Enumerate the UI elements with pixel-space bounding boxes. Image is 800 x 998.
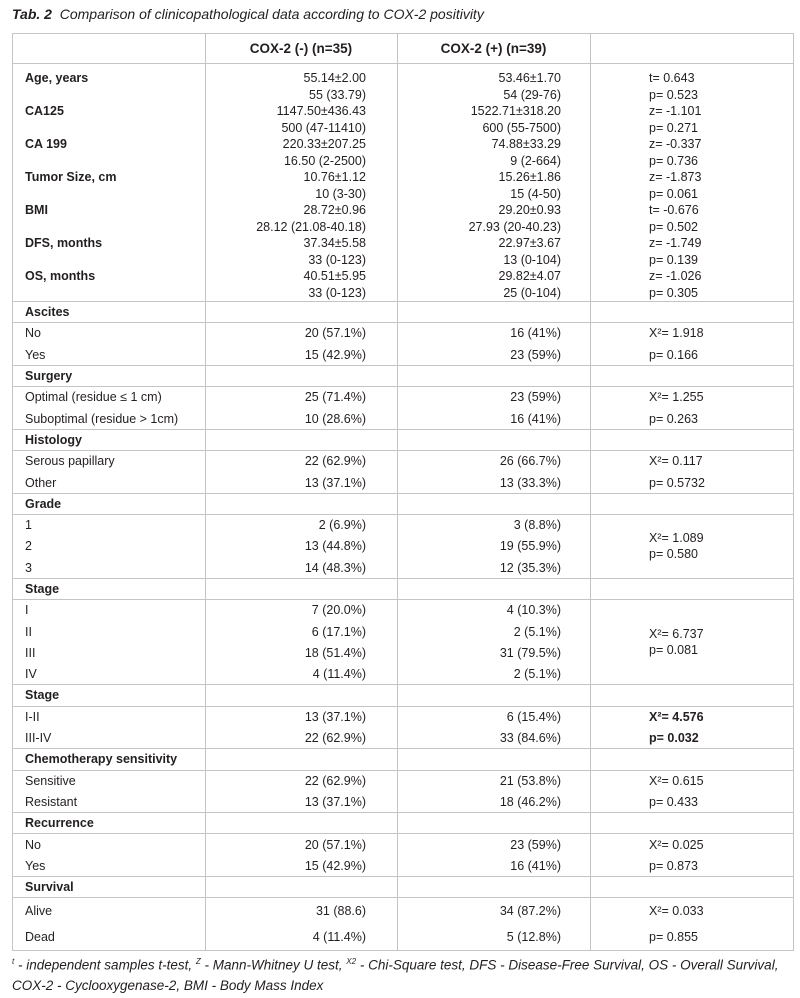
value-line: 500 (47-11410)	[281, 120, 366, 135]
value-line: 29.82±4.07	[498, 269, 561, 283]
statistic-values	[649, 169, 701, 202]
test-statistic: X²= 0.117	[649, 454, 703, 469]
stat-line: z= -1.749	[649, 236, 702, 250]
category-row-label: No	[25, 326, 41, 341]
category-row-label: Sensitive	[25, 773, 76, 788]
value-line: 37.34±5.58	[303, 236, 366, 250]
cox2-positive-values	[408, 235, 561, 268]
category-row-label: 3	[25, 560, 32, 575]
p-value: p= 0.580	[649, 546, 699, 561]
footnote-z-mark: Z	[195, 957, 201, 966]
value-line: 54 (29-76)	[503, 87, 561, 102]
category-row-label: III-IV	[25, 731, 52, 746]
stat-line: p= 0.139	[649, 252, 699, 267]
category-title: Ascites	[25, 305, 70, 319]
cox2-negative-value: 20 (57.1%)	[304, 326, 366, 341]
test-statistic: X²= 1.255	[649, 390, 704, 405]
value-line: 15.26±1.86	[498, 170, 561, 184]
data-table	[12, 33, 794, 951]
statistic-values	[649, 268, 701, 301]
category-row-label: Alive	[25, 904, 53, 919]
p-value: p= 0.263	[649, 411, 699, 426]
category-title: Stage	[25, 688, 60, 703]
value-line: 220.33±207.25	[282, 137, 366, 151]
footnote-t-text: - independent samples t-test,	[14, 957, 196, 973]
cox2-negative-value: 22 (62.9%)	[304, 454, 366, 469]
variable-label: OS, months	[25, 269, 96, 283]
category-title: Surgery	[25, 368, 73, 383]
category-row-label: Dead	[25, 930, 55, 945]
cox2-positive-value: 23 (59%)	[510, 837, 561, 852]
statistic-values	[649, 70, 698, 103]
value-line: 22.97±3.67	[498, 236, 561, 250]
category-title-row	[13, 813, 793, 834]
stat-line: z= -0.337	[649, 137, 702, 151]
cox2-negative-value: 22 (62.9%)	[304, 773, 366, 788]
category-title-row	[13, 685, 793, 706]
p-value: p= 0.873	[649, 858, 699, 873]
variable-label: Tumor Size, cm	[25, 170, 117, 184]
value-line: 16.50 (2-2500)	[283, 153, 366, 168]
p-value: p= 0.081	[649, 642, 699, 657]
stat-line: p= 0.271	[649, 120, 699, 135]
test-statistic: X²= 6.737	[649, 626, 704, 641]
cox2-positive-values	[408, 202, 561, 235]
cox2-positive-value: 19 (55.9%)	[499, 539, 561, 554]
cox2-positive-value: 21 (53.8%)	[499, 773, 561, 788]
category-row-label: 1	[25, 518, 32, 533]
p-value: p= 0.5732	[649, 475, 705, 490]
caption-text: Comparison of clinicopathological data according to COX-2 positivity	[59, 6, 484, 22]
category-body	[13, 771, 793, 814]
cox2-positive-values	[408, 103, 561, 136]
category-row-label: Suboptimal (residue > 1cm)	[25, 411, 179, 426]
cox2-negative-value: 31 (88.6)	[315, 904, 366, 919]
cox2-positive-value: 12 (35.3%)	[499, 560, 561, 575]
category-title: Chemotherapy sensitivity	[25, 752, 178, 767]
stat-line: t= 0.643	[649, 71, 695, 85]
footnote-t-mark: t	[12, 957, 15, 966]
cox2-positive-value: 18 (46.2%)	[499, 795, 561, 810]
test-statistic: X²= 0.615	[649, 773, 704, 788]
category-title-row	[13, 749, 793, 770]
test-statistic: X²= 0.025	[649, 837, 704, 852]
category-title: Grade	[25, 496, 62, 511]
category-body	[13, 600, 793, 685]
footnote-z-text: - Mann-Whitney U test,	[200, 957, 347, 973]
category-row-label: Serous papillary	[25, 454, 115, 469]
variable-label: BMI	[25, 203, 48, 217]
value-line: 25 (0-104)	[503, 285, 561, 300]
category-title: Survival	[25, 880, 74, 895]
value-line: 74.88±33.29	[491, 137, 561, 151]
category-title-row	[13, 877, 793, 898]
category-title: Recurrence	[25, 816, 94, 831]
category-title-row	[13, 302, 793, 323]
stat-line: p= 0.305	[649, 285, 699, 300]
value-line: 10.76±1.12	[303, 170, 366, 184]
test-statistic: X²= 4.576	[649, 709, 704, 724]
category-body	[13, 451, 793, 494]
value-line: 33 (0-123)	[308, 252, 366, 267]
p-value: p= 0.433	[649, 795, 699, 810]
cox2-positive-value: 16 (41%)	[510, 326, 561, 341]
value-line: 10 (3-30)	[315, 186, 366, 201]
category-row-label: Yes	[25, 347, 46, 362]
value-line: 600 (55-7500)	[482, 120, 561, 135]
stat-line: t= -0.676	[649, 203, 699, 217]
stat-line: p= 0.736	[649, 153, 699, 168]
category-body	[13, 323, 793, 366]
category-body	[13, 898, 793, 951]
footnote-x2-mark: X2	[346, 957, 357, 966]
value-line: 53.46±1.70	[498, 71, 561, 85]
cox2-positive-value: 3 (8.8%)	[513, 518, 561, 533]
cox2-positive-value: 34 (87.2%)	[499, 904, 561, 919]
p-value: p= 0.855	[649, 930, 699, 945]
cox2-negative-values	[218, 70, 366, 103]
stat-line: p= 0.061	[649, 186, 699, 201]
cox2-negative-values	[218, 235, 366, 268]
header-cox2-negative: COX-2 (-) (n=35)	[249, 41, 353, 56]
cox2-positive-value: 31 (79.5%)	[499, 645, 561, 660]
footnote-x2-text: - Chi-Square test, DFS - Disease-Free Survival, OS - Overall Survival, COX-2 - Cyclooxygenase-2, BMI - Body Mass Index	[12, 957, 779, 993]
category-title-row	[13, 430, 793, 451]
statistic-values	[649, 202, 699, 235]
cox2-positive-value: 5 (12.8%)	[506, 930, 561, 945]
cox2-positive-value: 26 (66.7%)	[499, 454, 561, 469]
variable-label: CA125	[25, 104, 64, 118]
cox2-negative-values	[218, 268, 366, 301]
header-row	[13, 34, 793, 64]
variable-label: Age, years	[25, 71, 89, 85]
statistic-values	[649, 136, 701, 169]
p-value: p= 0.032	[649, 731, 699, 746]
category-body	[13, 515, 793, 579]
table-caption	[12, 6, 484, 22]
category-row-label: No	[25, 837, 41, 852]
cox2-positive-values	[408, 268, 561, 301]
category-body	[13, 387, 793, 430]
stat-line: z= -1.026	[649, 269, 702, 283]
cox2-positive-value: 4 (10.3%)	[506, 603, 561, 618]
category-title: Histology	[25, 432, 82, 447]
cox2-negative-value: 15 (42.9%)	[304, 858, 366, 873]
cox2-negative-value: 18 (51.4%)	[304, 645, 366, 660]
category-row-label: I	[25, 603, 29, 618]
cox2-negative-value: 25 (71.4%)	[304, 390, 366, 405]
cox2-negative-value: 10 (28.6%)	[304, 411, 366, 426]
caption-label: Tab. 2	[12, 6, 52, 22]
cox2-positive-value: 23 (59%)	[510, 347, 561, 362]
category-body	[13, 835, 793, 878]
category-row-label: III	[25, 645, 36, 660]
value-line: 13 (0-104)	[503, 252, 561, 267]
value-line: 9 (2-664)	[510, 153, 561, 168]
variable-label: CA 199	[25, 137, 67, 151]
continuous-variables-block	[13, 64, 793, 302]
cox2-negative-value: 13 (37.1%)	[304, 795, 366, 810]
cox2-negative-value: 2 (6.9%)	[318, 518, 366, 533]
cox2-negative-values	[218, 103, 366, 136]
test-statistic: X²= 0.033	[649, 904, 704, 919]
p-value: p= 0.166	[649, 347, 699, 362]
cox2-positive-value: 2 (5.1%)	[513, 667, 561, 682]
category-row-label: Optimal (residue ≤ 1 cm)	[25, 390, 162, 405]
category-title-row	[13, 366, 793, 387]
cox2-positive-value: 16 (41%)	[510, 858, 561, 873]
value-line: 28.72±0.96	[303, 203, 366, 217]
value-line: 33 (0-123)	[308, 285, 366, 300]
cox2-positive-value: 33 (84.6%)	[499, 731, 561, 746]
cox2-positive-values	[408, 70, 561, 103]
cox2-negative-value: 22 (62.9%)	[304, 731, 366, 746]
stat-line: p= 0.502	[649, 219, 699, 234]
cox2-negative-values	[218, 202, 366, 235]
category-row-label: Yes	[25, 858, 46, 873]
cox2-positive-value: 16 (41%)	[510, 411, 561, 426]
value-line: 27.93 (20-40.23)	[468, 219, 561, 234]
cox2-positive-values	[408, 169, 561, 202]
value-line: 1147.50±436.43	[276, 104, 366, 118]
category-row-label: 2	[25, 539, 32, 554]
test-statistic: X²= 1.089	[649, 530, 704, 545]
value-line: 28.12 (21.08-40.18)	[256, 219, 366, 234]
category-row-label: I-II	[25, 709, 40, 724]
category-title: Stage	[25, 581, 60, 596]
cox2-negative-value: 15 (42.9%)	[304, 347, 366, 362]
category-row-label: IV	[25, 667, 37, 682]
category-body	[13, 707, 793, 750]
value-line: 29.20±0.93	[498, 203, 561, 217]
cox2-positive-value: 23 (59%)	[510, 390, 561, 405]
variable-label: DFS, months	[25, 236, 103, 250]
stat-line: z= -1.873	[649, 170, 702, 184]
cox2-negative-values	[218, 136, 366, 169]
value-line: 1522.71±318.20	[470, 104, 561, 118]
cox2-negative-value: 6 (17.1%)	[311, 624, 366, 639]
stat-line: z= -1.101	[649, 104, 702, 118]
cox2-negative-value: 13 (37.1%)	[304, 475, 366, 490]
category-title-row	[13, 579, 793, 600]
cox2-positive-value: 13 (33.3%)	[499, 475, 561, 490]
category-row-label: Resistant	[25, 795, 78, 810]
stat-line: p= 0.523	[649, 87, 699, 102]
category-row-label: Other	[25, 475, 57, 490]
footnote	[12, 952, 792, 996]
value-line: 15 (4-50)	[510, 186, 561, 201]
cox2-positive-value: 6 (15.4%)	[506, 709, 561, 724]
cox2-positive-value: 2 (5.1%)	[513, 624, 561, 639]
cox2-negative-values	[218, 169, 366, 202]
cox2-negative-value: 14 (48.3%)	[304, 560, 366, 575]
cox2-negative-value: 13 (37.1%)	[304, 709, 366, 724]
cox2-negative-value: 4 (11.4%)	[312, 667, 366, 682]
value-line: 55.14±2.00	[303, 71, 366, 85]
value-line: 40.51±5.95	[303, 269, 366, 283]
category-title-row	[13, 494, 793, 515]
cox2-negative-value: 7 (20.0%)	[311, 603, 366, 618]
cox2-negative-value: 4 (11.4%)	[312, 930, 366, 945]
statistic-values	[649, 235, 701, 268]
statistic-values	[649, 103, 701, 136]
test-statistic: X²= 1.918	[649, 326, 704, 341]
category-row-label: II	[25, 624, 32, 639]
value-line: 55 (33.79)	[309, 87, 366, 102]
cox2-negative-value: 13 (44.8%)	[304, 539, 366, 554]
cox2-negative-value: 20 (57.1%)	[304, 837, 366, 852]
cox2-positive-values	[408, 136, 561, 169]
header-cox2-positive: COX-2 (+) (n=39)	[440, 41, 547, 56]
